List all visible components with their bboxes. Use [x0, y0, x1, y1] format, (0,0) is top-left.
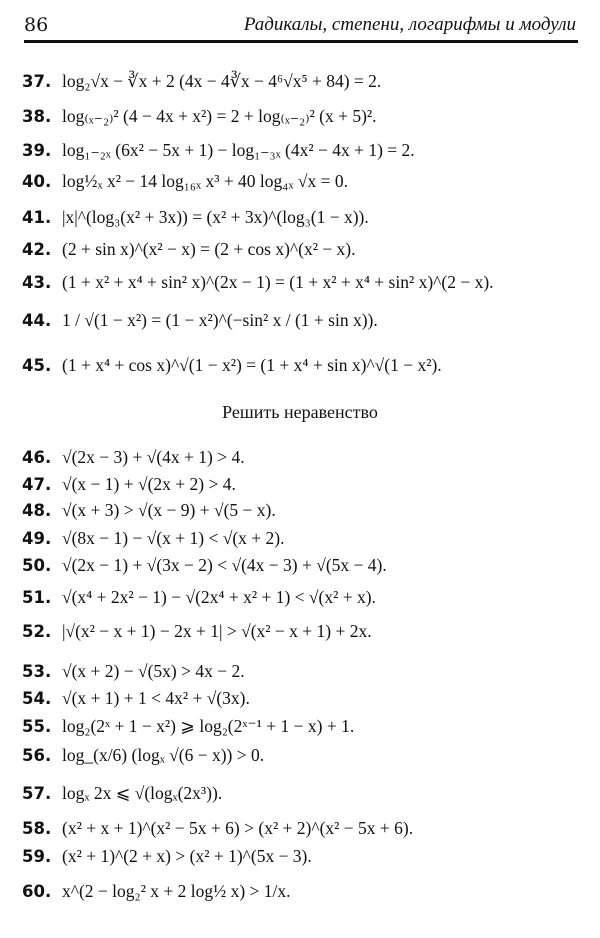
problem-text: √(x − 1) + √(2x + 2) > 4. [62, 474, 236, 494]
problem-number: 37. [22, 72, 52, 91]
problem-number: 39. [22, 141, 52, 160]
problem-48 [22, 499, 276, 522]
problem-number: 55. [22, 717, 52, 736]
header-rule [24, 40, 578, 43]
page-number: 86 [24, 14, 49, 36]
problem-47 [22, 473, 236, 496]
page-header [24, 10, 576, 40]
problem-40 [22, 170, 348, 193]
problem-49 [22, 527, 285, 550]
problem-text: √(x⁴ + 2x² − 1) − √(2x⁴ + x² + 1) < √(x² + x). [62, 587, 376, 607]
problem-text: √(x + 1) + 1 < 4x² + √(3x). [62, 688, 250, 708]
problem-text: log₍ₓ₋₂₎² (4 − 4x + x²) = 2 + log₍ₓ₋₂₎² (x + 5)². [62, 106, 377, 126]
problem-text: √(2x − 1) + √(3x − 2) < √(4x − 3) + √(5x − 4). [62, 555, 387, 575]
problem-text: log_(x/6) (logₓ √(6 − x)) > 0. [62, 745, 265, 765]
problem-46 [22, 446, 245, 469]
problem-text: √(x + 3) > √(x − 9) + √(5 − x). [62, 500, 276, 520]
problem-number: 53. [22, 662, 52, 681]
problem-56 [22, 744, 264, 767]
problem-text: log₂(2ˣ + 1 − x²) ⩾ log₂(2ˣ⁻¹ + 1 − x) + 1. [62, 716, 355, 736]
problem-number: 56. [22, 746, 52, 765]
problem-text: 1 / √(1 − x²) = (1 − x²)^(−sin² x / (1 + sin x)). [62, 310, 378, 330]
problem-57 [22, 782, 222, 805]
problem-52 [22, 620, 372, 643]
problem-text: log₁₋₂ₓ (6x² − 5x + 1) − log₁₋₃ₓ (4x² − 4x + 1) = 2. [62, 140, 415, 160]
problem-number: 52. [22, 622, 52, 641]
problem-number: 59. [22, 847, 52, 866]
problem-number: 60. [22, 882, 52, 901]
problem-text: logₓ 2x ⩽ √(logₓ(2x³)). [62, 783, 223, 803]
running-title: Радикалы, степени, логарифмы и модули [243, 14, 576, 35]
problem-58 [22, 817, 413, 840]
problem-number: 43. [22, 273, 52, 292]
problem-42 [22, 238, 356, 261]
problem-number: 58. [22, 819, 52, 838]
problem-39 [22, 139, 415, 162]
problem-number: 40. [22, 172, 52, 191]
problem-50 [22, 554, 387, 577]
problem-55 [22, 715, 354, 738]
problem-number: 45. [22, 356, 52, 375]
problem-59 [22, 845, 312, 868]
problem-text: (x² + x + 1)^(x² − 5x + 6) > (x² + 2)^(x² − 5x + 6). [62, 818, 414, 838]
problem-43 [22, 271, 494, 294]
problem-text: |x|^(log₃(x² + 3x)) = (x² + 3x)^(log₃(1 − x)). [62, 207, 369, 227]
problem-number: 46. [22, 448, 52, 467]
problem-number: 38. [22, 107, 52, 126]
problem-number: 57. [22, 784, 52, 803]
problem-51 [22, 586, 376, 609]
problem-number: 47. [22, 475, 52, 494]
section-heading: Решить неравенство [222, 402, 378, 422]
problem-45 [22, 354, 442, 377]
problem-text: √(x + 2) − √(5x) > 4x − 2. [62, 661, 245, 681]
problem-54 [22, 687, 250, 710]
problem-38 [22, 105, 377, 128]
problem-number: 51. [22, 588, 52, 607]
problem-text: (1 + x² + x⁴ + sin² x)^(2x − 1) = (1 + x² + x⁴ + sin² x)^(2 − x). [62, 272, 494, 292]
problem-text: log₂√x − ∛x + 2 (4x − 4∛x − 4⁶√x⁵ + 84) = 2. [62, 71, 382, 91]
problem-number: 44. [22, 311, 52, 330]
problem-text: (2 + sin x)^(x² − x) = (2 + cos x)^(x² − x). [62, 239, 356, 259]
problem-number: 50. [22, 556, 52, 575]
problem-number: 48. [22, 501, 52, 520]
problem-text: |√(x² − x + 1) − 2x + 1| > √(x² − x + 1) + 2x. [62, 621, 372, 641]
problem-text: (x² + 1)^(2 + x) > (x² + 1)^(5x − 3). [62, 846, 312, 866]
problem-37 [22, 70, 381, 93]
problem-text: log½ₓ x² − 14 log₁₆ₓ x³ + 40 log₄ₓ √x = 0. [62, 171, 348, 191]
problem-44 [22, 309, 378, 332]
problem-text: x^(2 − log₂² x + 2 log½ x) > 1/x. [62, 881, 291, 901]
problem-53 [22, 660, 245, 683]
problem-number: 49. [22, 529, 52, 548]
problem-text: √(8x − 1) − √(x + 1) < √(x + 2). [62, 528, 285, 548]
problem-number: 42. [22, 240, 52, 259]
problem-text: √(2x − 3) + √(4x + 1) > 4. [62, 447, 245, 467]
problem-text: (1 + x⁴ + cos x)^√(1 − x²) = (1 + x⁴ + sin x)^√(1 − x²). [62, 355, 442, 375]
problem-41 [22, 206, 369, 229]
problem-number: 41. [22, 208, 52, 227]
problem-60 [22, 880, 291, 903]
problem-number: 54. [22, 689, 52, 708]
